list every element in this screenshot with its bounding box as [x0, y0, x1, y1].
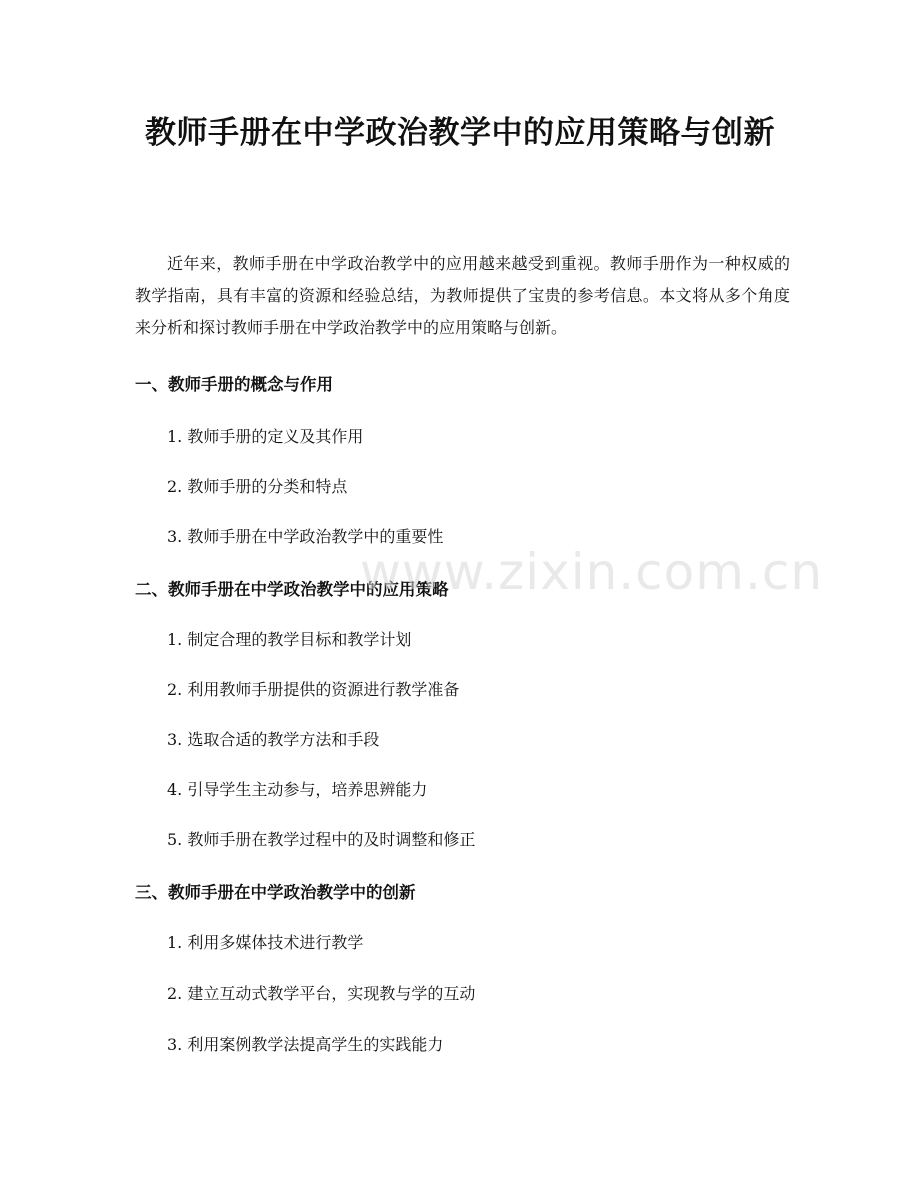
list-item: 1. 教师手册的定义及其作用 — [167, 427, 364, 446]
list-item: 3. 利用案例教学法提高学生的实践能力 — [167, 1035, 444, 1054]
list-item: 3. 选取合适的教学方法和手段 — [167, 730, 380, 749]
intro-paragraph: 近年来，教师手册在中学政治教学中的应用越来越受到重视。教师手册作为一种权威的教学指南，具有丰富的资源和经验总结，为教师提供了宝贵的参考信息。本文将从多个角度来分析和探讨教师手册在中学政治教学中的应用策略与创新。 — [135, 254, 790, 337]
list-item: 5. 教师手册在教学过程中的及时调整和修正 — [167, 830, 476, 849]
section-heading-2: 二、教师手册在中学政治教学中的应用策略 — [135, 580, 449, 599]
list-item: 2. 建立互动式教学平台，实现教与学的互动 — [167, 984, 476, 1003]
list-item: 2. 利用教师手册提供的资源进行教学准备 — [167, 680, 460, 699]
list-item: 1. 利用多媒体技术进行教学 — [167, 933, 364, 952]
watermark: www.zixin.com.cn — [360, 543, 824, 601]
section-heading-3: 三、教师手册在中学政治教学中的创新 — [135, 883, 416, 902]
section-heading-1: 一、教师手册的概念与作用 — [135, 375, 333, 394]
page-title: 教师手册在中学政治教学中的应用策略与创新 — [145, 115, 775, 151]
list-item: 1. 制定合理的教学目标和教学计划 — [167, 630, 412, 649]
list-item: 2. 教师手册的分类和特点 — [167, 477, 348, 496]
list-item: 4. 引导学生主动参与，培养思辨能力 — [167, 780, 428, 799]
list-item: 3. 教师手册在中学政治教学中的重要性 — [167, 527, 444, 546]
